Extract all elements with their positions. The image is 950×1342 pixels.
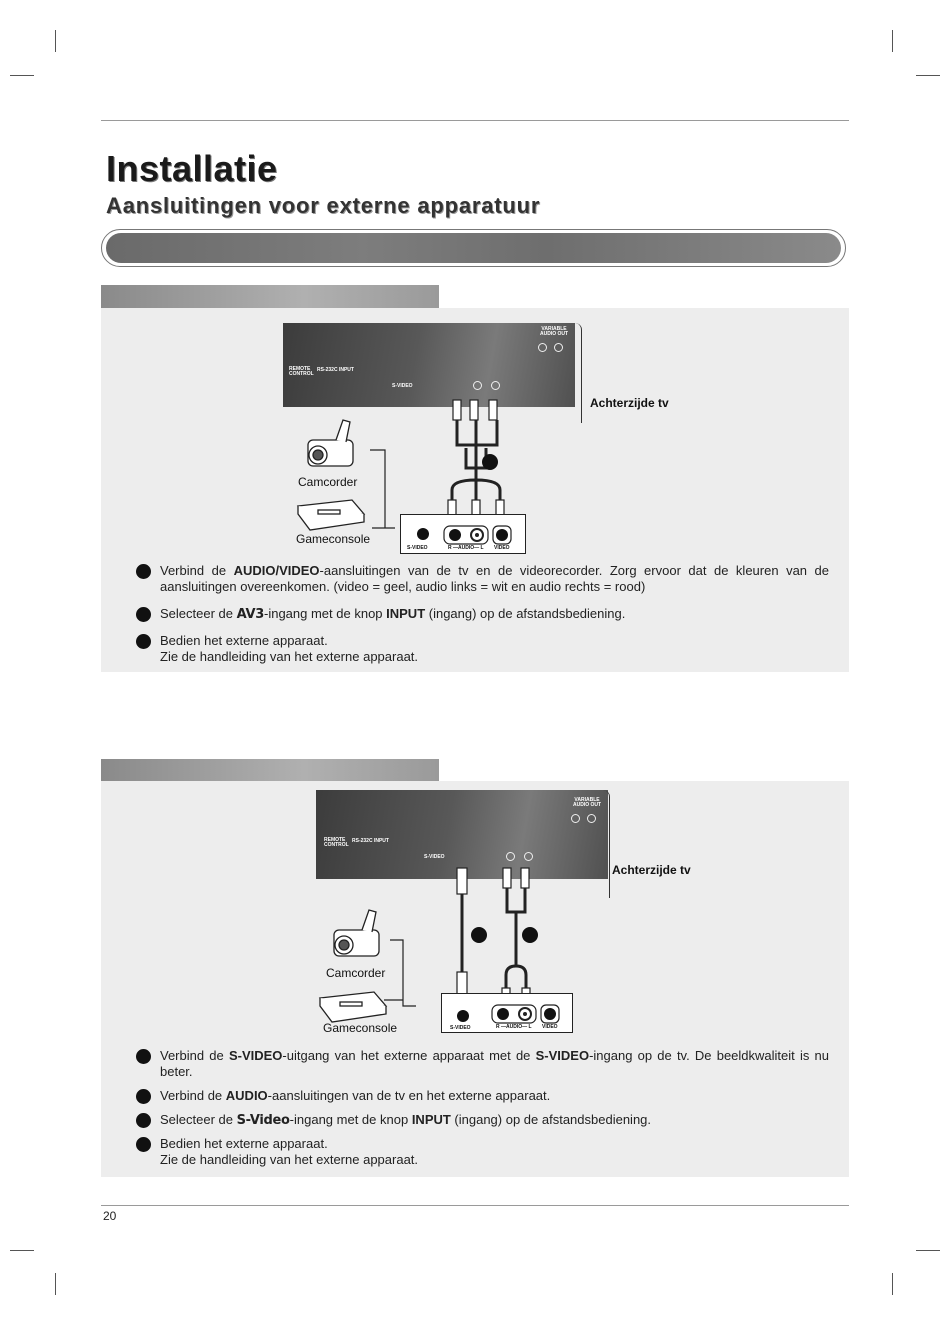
svideo-label: S-VIDEO <box>392 383 413 389</box>
step-marker-2 <box>522 927 538 943</box>
gameconsole-icon <box>320 992 386 1022</box>
page-subtitle: Aansluitingen voor externe apparatuur <box>106 193 541 218</box>
video-jack-label: VIDEO <box>542 1024 558 1030</box>
instruction-step: Selecteer de S-Video-ingang met de knop INPUT (ingang) op de afstandsbediening. <box>137 1112 829 1129</box>
tv-rear-label: Achterzijde tv <box>590 396 669 410</box>
instruction-step: Selecteer de AV3-ingang met de knop INPUT (ingang) op de afstandsbediening. <box>137 606 829 623</box>
external-device-jack-panel <box>441 993 573 1033</box>
rs232c-label: RS-232C INPUT <box>352 838 389 844</box>
instruction-step: Verbind de AUDIO-aansluitingen van de tv en het externe apparaat. <box>137 1088 829 1104</box>
audio-jack-label: R —AUDIO— L <box>448 545 484 551</box>
svideo-label: S-VIDEO <box>424 854 445 860</box>
instruction-step: Bedien het externe apparaat. Zie de handleiding van het externe apparaat. <box>137 633 829 665</box>
instruction-step: Verbind de AUDIO/VIDEO-aansluitingen van de tv en de videorecorder. Zorg ervoor dat de kleuren van de aansluitingen overeenkomen. (video = geel, audio links = wit en audio rechts = rood) <box>137 563 829 595</box>
instruction-step: Verbind de S-VIDEO-uitgang van het externe apparaat met de S-VIDEO-ingang op de tv. De beeldkwaliteit is nu beter. <box>137 1048 829 1080</box>
tv-rear-label: Achterzijde tv <box>612 863 691 877</box>
step-bullet <box>136 1137 151 1152</box>
remote-control-label: REMOTE CONTROL <box>289 366 314 377</box>
audio-jack-label: R —AUDIO— L <box>496 1024 532 1030</box>
svideo-plug-top <box>457 868 467 894</box>
page-number: 20 <box>103 1209 117 1223</box>
rs232c-label: RS-232C INPUT <box>317 367 354 373</box>
svideo-jack-label: S-VIDEO <box>407 545 428 551</box>
svideo-jack-label: S-VIDEO <box>450 1025 471 1031</box>
camcorder-icon <box>334 910 379 956</box>
audio-cable <box>507 888 525 966</box>
step-marker-1 <box>471 927 487 943</box>
instruction-step: Bedien het externe apparaat. Zie de handleiding van het externe apparaat. <box>137 1136 829 1168</box>
step-bullet <box>136 1089 151 1104</box>
step-bullet <box>136 1113 151 1128</box>
gameconsole-label: Gameconsole <box>296 532 371 546</box>
variable-audio-out-label: VARIABLE AUDIO OUT <box>539 326 569 337</box>
step-bullet <box>136 1049 151 1064</box>
page-title: Installatie <box>106 148 278 189</box>
remote-control-label: REMOTE CONTROL <box>324 837 349 848</box>
camcorder-label: Camcorder <box>298 475 358 489</box>
video-jack-label: VIDEO <box>494 545 510 551</box>
camcorder-label: Camcorder <box>326 966 386 980</box>
device-bracket <box>384 940 416 1006</box>
variable-audio-out-label: VARIABLE AUDIO OUT <box>572 797 602 808</box>
bottom-rule <box>101 1205 849 1206</box>
gameconsole-label: Gameconsole <box>323 1021 398 1035</box>
